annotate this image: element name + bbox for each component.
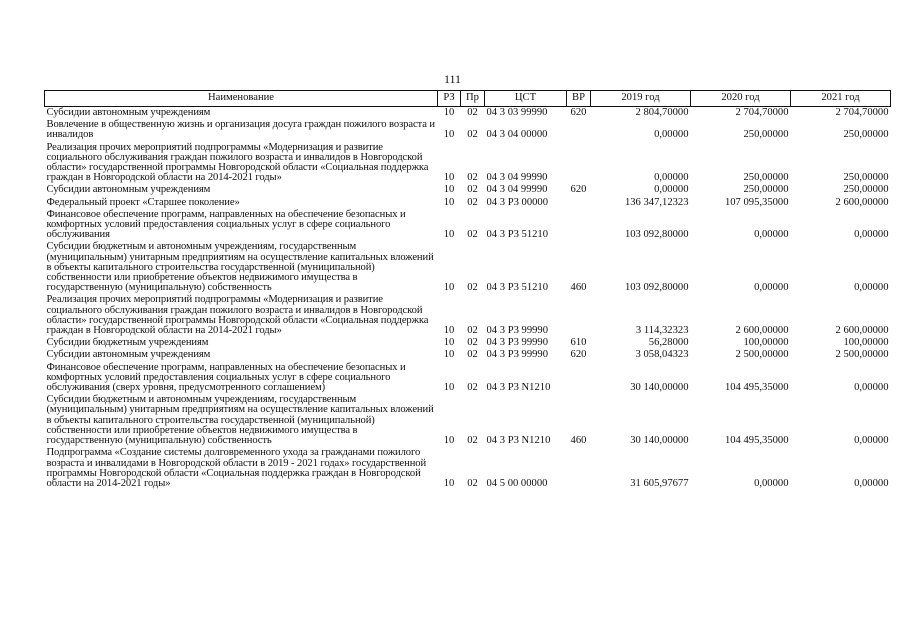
row-cst: 04 3 04 99990 [486,184,548,196]
row-2021: 0,00000 [854,435,889,447]
row-name: Реализация прочих мероприятий подпрограммы «Модернизация и развитие социального обслуживания граждан пожилого возраста и инвалидов в Новгородской области» государственной программы Новгородской области «Социальная поддержка граждан в Новгородской области на 2014-2021 годы» [46,294,429,337]
row-2019: 31 605,97677 [630,477,689,489]
row-cst: 04 3 P3 N1210 [486,382,551,394]
row-name: Субсидии бюджетным и автономным учреждениям, государственным (муниципальным) унитарным предприятиям на осуществление капитальных вложений в объекты капитального строительства государственной (муниципальной) собственности или приобретение объектов недвижимого имущества в государственную (муниципальную) собственность [46,241,434,294]
row-name: Субсидии бюджетным и автономным учреждениям, государственным (муниципальным) унитарным предприятиям на осуществление капитальных вложений в объекты капитального строительства государственной (муниципальной) собственности или приобретение объектов недвижимого имущества в государственную (муниципальную) собственность [46,394,434,447]
row-2021: 100,00000 [843,337,889,349]
row-2019: 103 092,80000 [624,229,689,241]
row-vr [567,294,591,337]
row-vr: 610 [570,337,587,349]
row-rz: 10 [443,435,455,447]
header-vr: ВР [567,91,591,107]
table-row [45,294,891,337]
table-row [45,209,891,242]
table-row [45,119,891,141]
row-cst: 04 3 P3 99990 [486,325,549,337]
row-name: Субсидии автономным учреждениям [46,107,211,118]
table-row [45,197,891,209]
row-rz: 10 [443,349,455,361]
row-2019: 136 347,12323 [624,196,689,208]
row-cst: 04 3 P3 51210 [486,282,549,294]
row-2019: 3 058,04323 [635,349,689,361]
row-cst: 04 3 P3 99990 [486,337,549,349]
row-cst: 04 3 03 99990 [486,107,548,118]
row-2021: 250,00000 [843,129,889,141]
table-row [45,394,891,447]
row-2020: 0,00000 [754,282,789,294]
row-2020: 104 495,35000 [724,382,789,394]
row-pr: 02 [467,229,478,241]
row-name: Субсидии бюджетным учреждениям [46,337,209,349]
row-2021: 250,00000 [843,184,889,196]
row-vr: 620 [570,107,587,118]
row-rz: 10 [443,172,455,184]
row-2021: 0,00000 [854,477,889,489]
row-2020: 100,00000 [743,337,789,349]
row-2020: 0,00000 [754,477,789,489]
row-2021: 2 600,00000 [835,196,889,208]
row-name: Подпрограмма «Создание системы долговременного ухода за гражданами пожилого возраста и инвалидами в Новгородской области в 2019 - 2021 годах» государственной программы Новгородской области «Социальная поддержка граждан в Новгородской области на 2014-2021 годы» [46,447,427,489]
row-cst: 04 3 04 99990 [486,172,548,184]
row-2020: 250,00000 [743,129,789,141]
row-name: Федеральный проект «Старшее поколение» [46,196,240,208]
row-pr: 02 [467,337,478,349]
row-vr: 460 [570,435,587,447]
table-row [45,337,891,349]
table-row [45,107,891,120]
row-name: Финансовое обеспечение программ, направленных на обеспечение безопасных и комфортных условий предоставления социальных услуг в сфере социального обслуживания (сверх уровня, предусмотренного соглашением) [46,361,406,394]
row-2019: 103 092,80000 [624,282,689,294]
row-2021: 0,00000 [854,229,889,241]
header-2019: 2019 год [591,91,691,107]
row-cst: 04 3 P3 N1210 [486,435,551,447]
row-2020: 104 495,35000 [724,435,789,447]
row-2020: 107 095,35000 [724,196,789,208]
row-rz: 10 [443,107,455,118]
row-2019: 30 140,00000 [630,382,689,394]
row-vr [567,119,591,141]
row-name: Вовлечение в общественную жизнь и организация досуга граждан пожилого возраста и инвалидов [46,119,435,141]
row-2020: 2 704,70000 [735,107,789,118]
row-vr [567,362,591,395]
row-rz: 10 [443,229,455,241]
row-cst: 04 3 P3 00000 [486,196,549,208]
row-2020: 250,00000 [743,172,789,184]
row-rz: 10 [443,382,455,394]
row-pr: 02 [467,172,478,184]
row-2021: 0,00000 [854,382,889,394]
row-pr: 02 [467,196,478,208]
budget-table [44,90,891,490]
row-rz: 10 [443,282,455,294]
row-2020: 0,00000 [754,229,789,241]
row-vr [567,197,591,209]
row-pr: 02 [467,435,478,447]
row-vr [567,447,591,490]
row-name: Финансовое обеспечение программ, направленных на обеспечение безопасных и комфортных условий предоставления социальных услуг в сфере социального обслуживания [46,208,406,241]
row-2019: 0,00000 [654,172,689,184]
row-2021: 2 600,00000 [835,325,889,337]
row-pr: 02 [467,129,478,141]
row-pr: 02 [467,325,478,337]
row-rz: 10 [443,337,455,349]
row-2021: 2 704,70000 [835,107,889,118]
row-2019: 2 804,70000 [635,107,689,118]
row-pr: 02 [467,282,478,294]
row-2019: 30 140,00000 [630,435,689,447]
header-cst: ЦСТ [485,91,567,107]
row-vr: 620 [570,349,587,361]
row-cst: 04 3 P3 99990 [486,349,549,361]
row-2019: 0,00000 [654,129,689,141]
row-2019: 3 114,32323 [635,325,689,337]
table-row [45,184,891,196]
table-row [45,241,891,294]
row-vr: 620 [570,184,587,196]
table-row [45,349,891,361]
row-rz: 10 [443,196,455,208]
header-name: Наименование [45,91,438,107]
row-vr [567,142,591,185]
table-row [45,447,891,490]
row-2019: 56,28000 [648,337,689,349]
row-pr: 02 [467,184,478,196]
row-2021: 2 500,00000 [835,349,889,361]
row-pr: 02 [467,107,478,118]
row-2020: 2 500,00000 [735,349,789,361]
header-rz: РЗ [438,91,461,107]
header-pr: Пр [461,91,485,107]
row-pr: 02 [467,349,478,361]
row-2021: 250,00000 [843,172,889,184]
row-rz: 10 [443,325,455,337]
row-pr: 02 [467,382,478,394]
header-2021: 2021 год [791,91,891,107]
row-cst: 04 3 P3 51210 [486,229,549,241]
row-cst: 04 5 00 00000 [486,477,548,489]
row-name: Субсидии автономным учреждениям [46,184,211,196]
table-row [45,362,891,395]
row-pr: 02 [467,477,478,489]
row-vr: 460 [570,282,587,294]
row-2021: 0,00000 [854,282,889,294]
row-name: Реализация прочих мероприятий подпрограммы «Модернизация и развитие социального обслуживания граждан пожилого возраста и инвалидов в Новгородской области» государственной программы Новгородской области «Социальная поддержка граждан в Новгородской области на 2014-2021 годы» [46,141,429,184]
row-name: Субсидии автономным учреждениям [46,349,211,361]
header-2020: 2020 год [691,91,791,107]
row-2020: 2 600,00000 [735,325,789,337]
row-rz: 10 [443,129,455,141]
table-row [45,142,891,185]
row-cst: 04 3 04 00000 [486,129,548,141]
row-vr [567,209,591,242]
row-rz: 10 [443,184,455,196]
row-rz: 10 [443,477,455,489]
row-2019: 0,00000 [654,184,689,196]
row-2020: 250,00000 [743,184,789,196]
page-number: 111 [443,72,462,86]
table-header-row [45,91,891,107]
